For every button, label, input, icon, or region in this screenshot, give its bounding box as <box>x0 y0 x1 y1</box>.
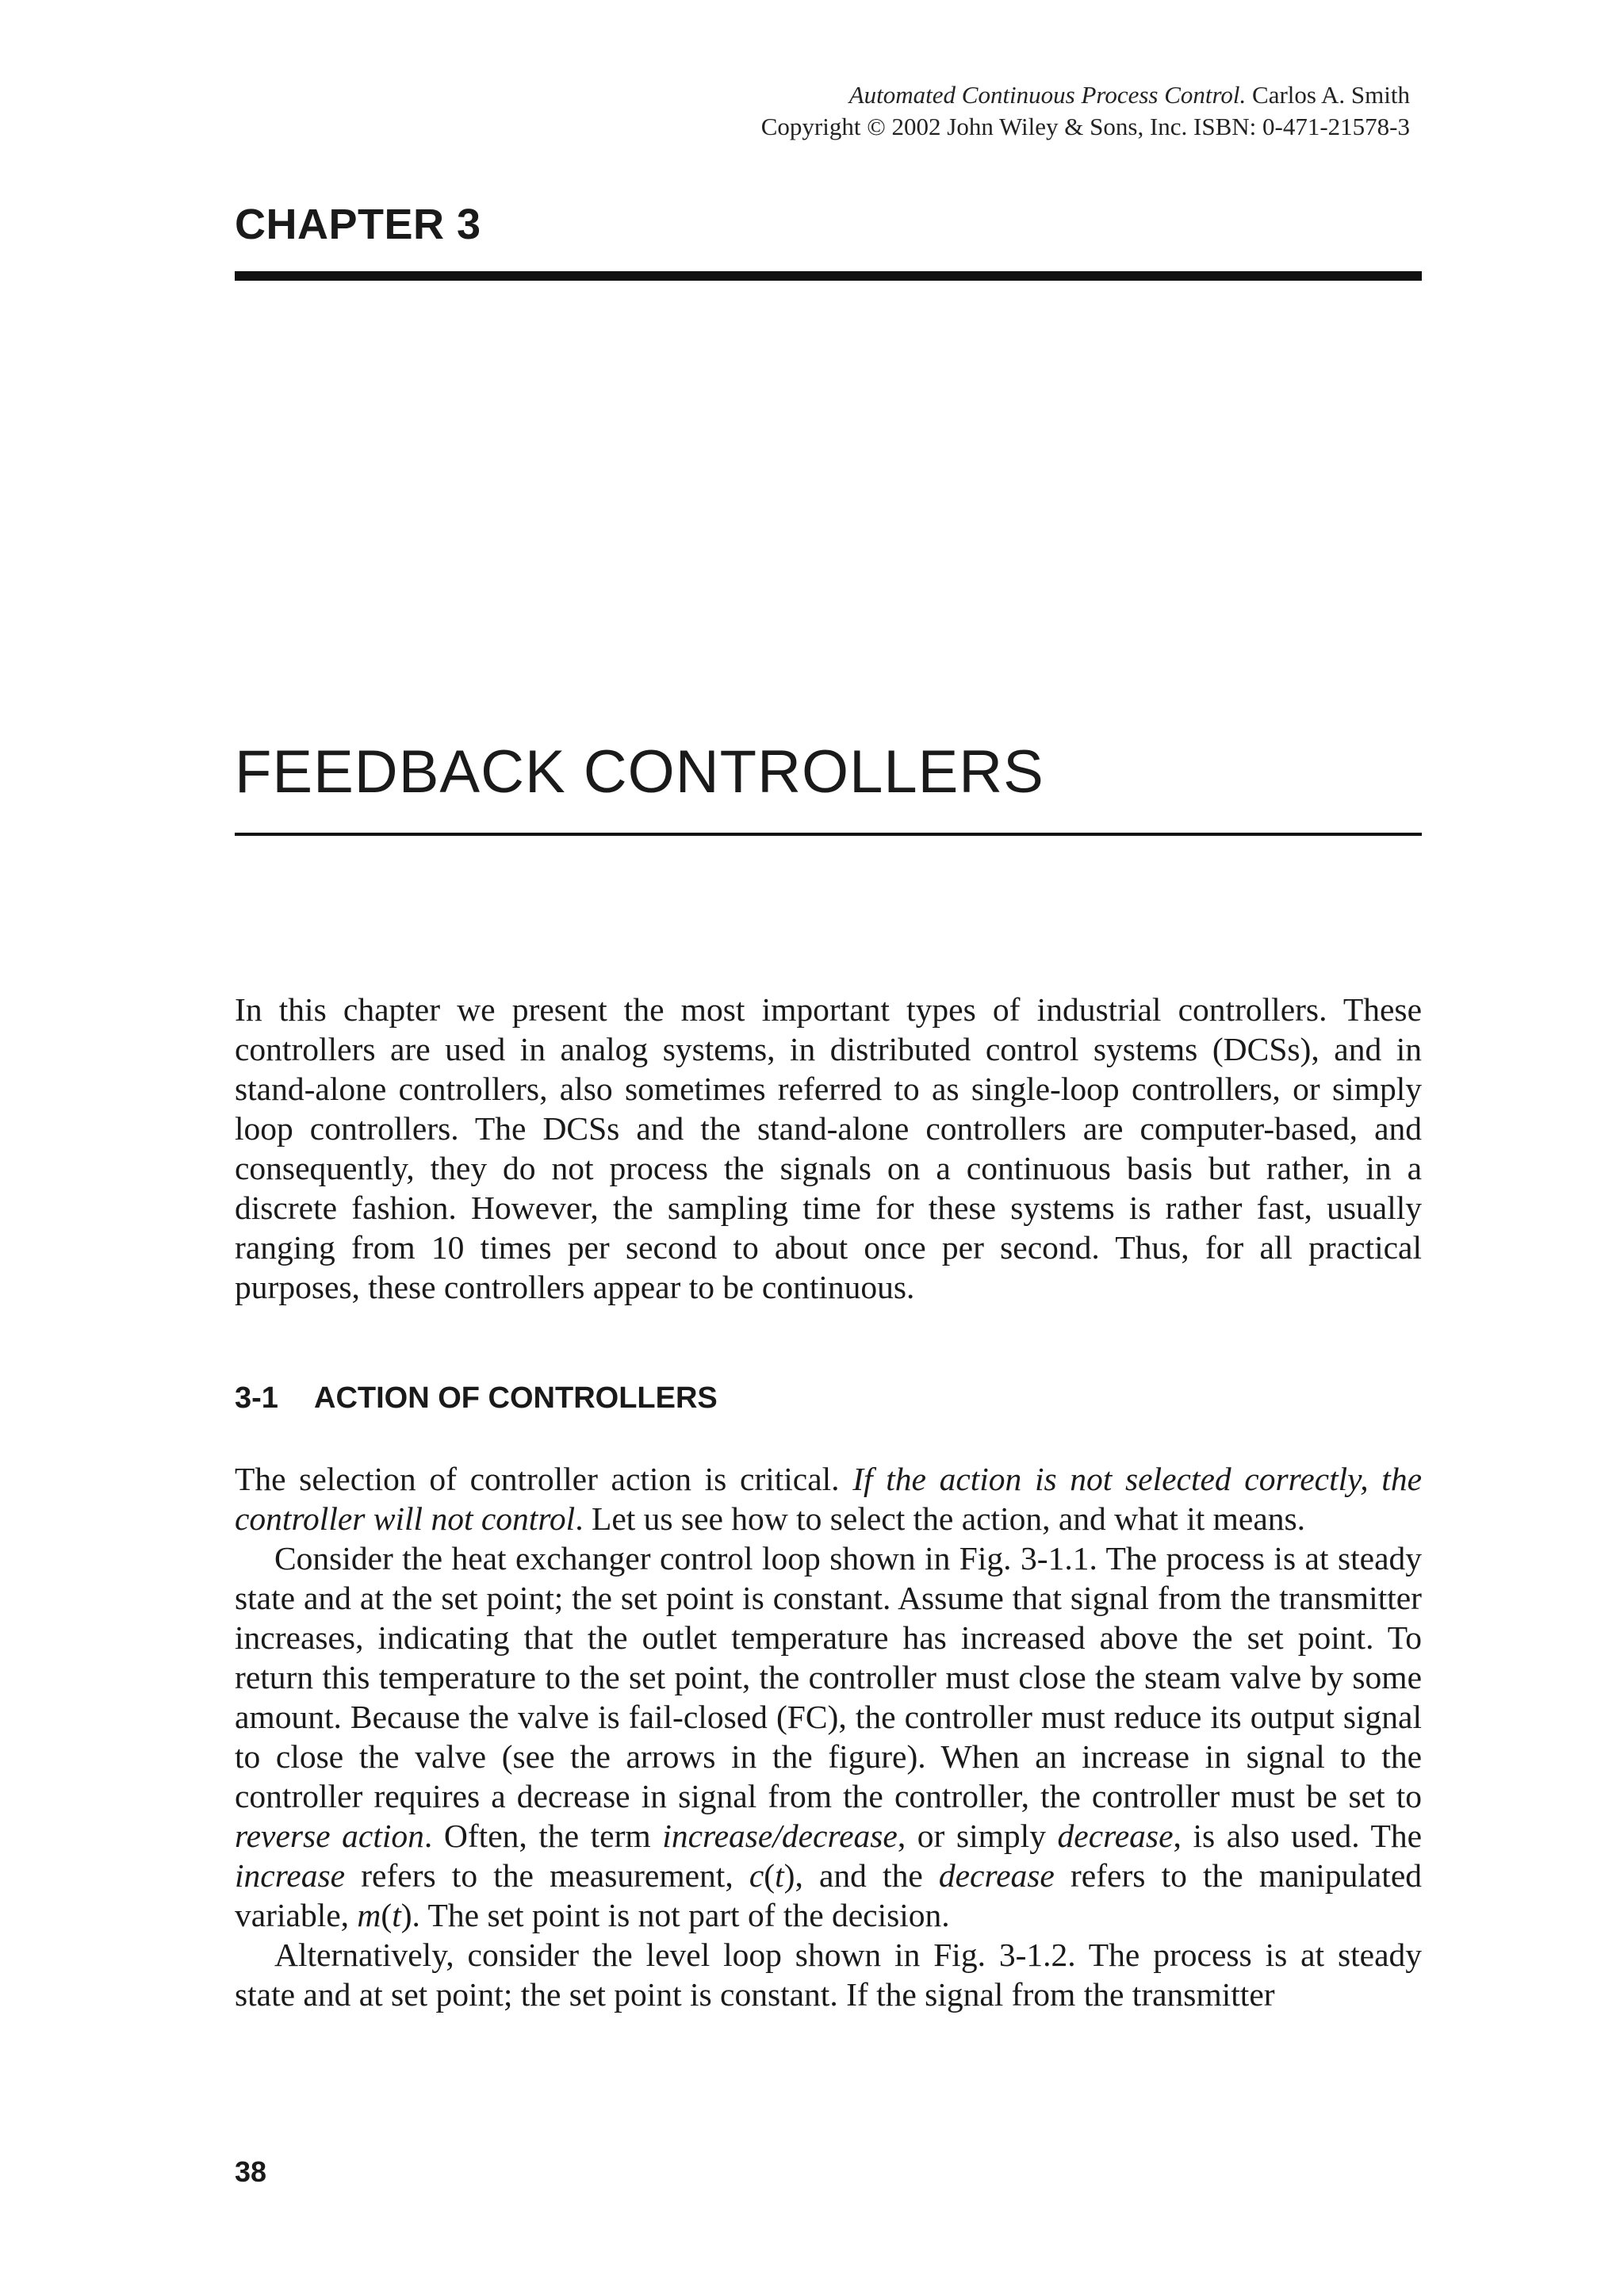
italic-run: c <box>749 1857 764 1894</box>
text-run: . Let us see how to select the action, and what it means. <box>575 1500 1306 1537</box>
title-rule <box>235 833 1422 836</box>
italic-run: decrease <box>938 1857 1055 1894</box>
section-title: ACTION OF CONTROLLERS <box>314 1381 718 1415</box>
section-body <box>235 1459 1422 2014</box>
italic-run: t <box>392 1897 401 1933</box>
italic-run: m <box>357 1897 381 1933</box>
paragraph-2 <box>235 1538 1422 1935</box>
text-run: , or simply <box>897 1818 1058 1854</box>
italic-run: If the action is not selected correctly, the controller will not control <box>235 1461 1422 1537</box>
book-title: Automated Continuous Process Control. <box>848 81 1247 109</box>
header-line-1 <box>761 79 1410 111</box>
author: Carlos A. Smith <box>1252 81 1410 109</box>
text-run: . Often, the term <box>423 1818 663 1854</box>
text-run: Consider the heat exchanger control loop shown in Fig. 3-1.1. The process is at steady state and at the set point; the set point is constant. Assume that signal from the transmitter increases, indicating that the outlet temperature has increased above the set point. To return this temperature to the set point, the controller must close the steam valve by some amount. Because the valve is fail-closed (FC), the controller must reduce its output signal to close the valve (see the arrows in the figure). When an increase in signal to the controller requires a decrease in signal from the controller, the controller must be set to <box>235 1540 1422 1814</box>
text-run: ( <box>764 1857 776 1894</box>
text-run: The selection of controller action is critical. <box>235 1461 853 1497</box>
italic-run: reverse action <box>235 1818 424 1854</box>
text-run: refers to the manipulated variable, <box>235 1857 1422 1933</box>
paragraph-3: Alternatively, consider the level loop shown in Fig. 3-1.2. The process is at steady state and at set point; the set point is constant. If the signal from the transmitter <box>235 1937 1422 2013</box>
copyright-line: Copyright © 2002 John Wiley & Sons, Inc. ISBN: 0-471-21578-3 <box>760 113 1410 140</box>
text-run: ). The set point is not part of the decision. <box>400 1897 950 1933</box>
chapter-number: CHAPTER 3 <box>235 201 481 248</box>
section-heading <box>235 1381 718 1416</box>
page-number: 38 <box>235 2155 267 2188</box>
italic-run: t <box>775 1857 784 1894</box>
text-run: ( <box>381 1897 393 1933</box>
page-header <box>761 79 1410 143</box>
text-run: refers to the measurement, <box>345 1857 749 1894</box>
chapter-title: FEEDBACK CONTROLLERS <box>235 738 1044 806</box>
chapter-rule <box>235 271 1422 281</box>
italic-run: decrease <box>1057 1818 1174 1854</box>
paragraph-1 <box>235 1459 1422 1538</box>
intro-paragraph: In this chapter we present the most important types of industrial controllers. These controllers are used in analog systems, in distributed control systems (DCSs), and in stand-alone controllers, also sometimes referred to as single-loop controllers, or simply loop controllers. The DCSs and the stand-alone controllers are computer-based, and consequently, they do not process the signals on a continuous basis but rather, in a discrete fashion. However, the sampling time for these systems is rather fast, usually ranging from 10 times per second to about once per second. Thus, for all practical purposes, these controllers appear to be continuous. <box>235 991 1422 1305</box>
section-number: 3-1 <box>235 1381 278 1415</box>
text-run: ), and the <box>783 1857 939 1894</box>
text-run: , is also used. The <box>1173 1818 1422 1854</box>
italic-run: increase <box>235 1857 346 1894</box>
italic-run: increase/decrease <box>662 1818 898 1854</box>
